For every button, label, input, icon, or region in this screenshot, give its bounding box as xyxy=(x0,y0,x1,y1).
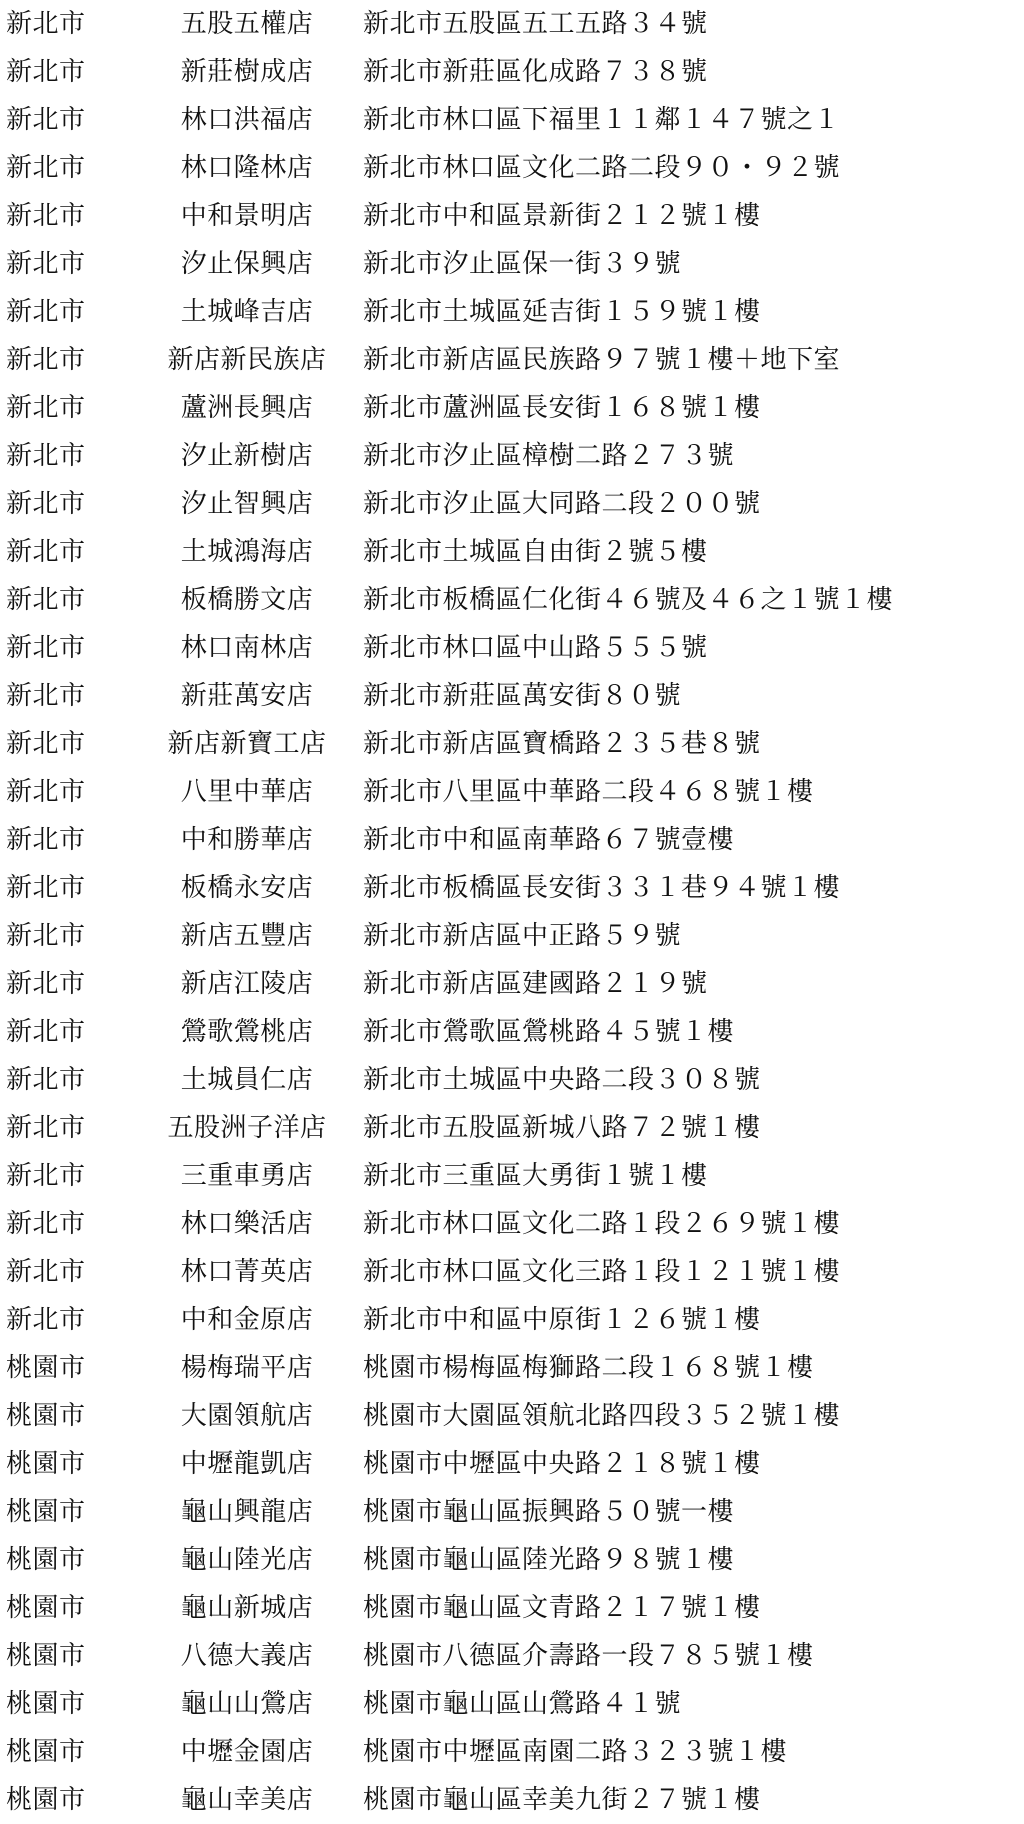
list-item xyxy=(0,1440,1024,1488)
address-cell: 新北市新店區寶橋路２３５巷８號 xyxy=(363,729,761,759)
city-cell: 新北市 xyxy=(6,441,86,471)
city-cell: 新北市 xyxy=(6,345,86,375)
store-name-cell: 五股五權店 xyxy=(180,9,314,39)
address-cell: 桃園市龜山區陸光路９８號１樓 xyxy=(363,1545,735,1575)
address-cell: 桃園市龜山區山鶯路４１號 xyxy=(363,1689,682,1719)
city-cell: 新北市 xyxy=(6,777,86,807)
city-cell: 新北市 xyxy=(6,9,86,39)
store-name-cell: 板橋勝文店 xyxy=(180,585,314,615)
store-name-cell: 楊梅瑞平店 xyxy=(180,1353,314,1383)
city-cell: 新北市 xyxy=(6,633,86,663)
list-item xyxy=(0,96,1024,144)
store-name-cell: 中和景明店 xyxy=(180,201,314,231)
city-cell: 桃園市 xyxy=(6,1785,86,1815)
store-name-cell: 林口隆林店 xyxy=(180,153,314,183)
list-item xyxy=(0,144,1024,192)
city-cell: 桃園市 xyxy=(6,1353,86,1383)
list-item xyxy=(0,960,1024,1008)
city-cell: 新北市 xyxy=(6,585,86,615)
city-cell: 新北市 xyxy=(6,921,86,951)
address-cell: 新北市板橋區仁化街４６號及４６之１號１樓 xyxy=(363,585,894,615)
list-item xyxy=(0,1248,1024,1296)
list-item xyxy=(0,816,1024,864)
address-cell: 新北市汐止區大同路二段２００號 xyxy=(363,489,761,519)
list-item xyxy=(0,1152,1024,1200)
store-name-cell: 中和勝華店 xyxy=(180,825,314,855)
address-cell: 新北市林口區文化三路１段１２１號１樓 xyxy=(363,1257,841,1287)
address-cell: 新北市蘆洲區長安街１６８號１樓 xyxy=(363,393,761,423)
city-cell: 桃園市 xyxy=(6,1449,86,1479)
address-cell: 新北市林口區文化二路二段９０・９２號 xyxy=(363,153,841,183)
city-cell: 新北市 xyxy=(6,729,86,759)
city-cell: 桃園市 xyxy=(6,1401,86,1431)
address-cell: 新北市汐止區保一街３９號 xyxy=(363,249,682,279)
store-name-cell: 林口洪福店 xyxy=(180,105,314,135)
list-item xyxy=(0,480,1024,528)
city-cell: 新北市 xyxy=(6,1305,86,1335)
store-name-cell: 龜山興龍店 xyxy=(180,1497,314,1527)
city-cell: 新北市 xyxy=(6,105,86,135)
list-item xyxy=(0,1632,1024,1680)
address-cell: 新北市五股區五工五路３４號 xyxy=(363,9,708,39)
store-name-cell: 林口菁英店 xyxy=(180,1257,314,1287)
address-cell: 桃園市楊梅區梅獅路二段１６８號１樓 xyxy=(363,1353,814,1383)
store-name-cell: 八德大義店 xyxy=(180,1641,314,1671)
city-cell: 新北市 xyxy=(6,1113,86,1143)
address-cell: 桃園市龜山區振興路５０號一樓 xyxy=(363,1497,735,1527)
city-cell: 桃園市 xyxy=(6,1593,86,1623)
store-name-cell: 大園領航店 xyxy=(180,1401,314,1431)
city-cell: 新北市 xyxy=(6,1065,86,1095)
city-cell: 新北市 xyxy=(6,153,86,183)
store-name-cell: 新莊萬安店 xyxy=(180,681,314,711)
store-name-cell: 汐止保興店 xyxy=(180,249,314,279)
list-item xyxy=(0,1392,1024,1440)
list-item xyxy=(0,1536,1024,1584)
list-item xyxy=(0,1488,1024,1536)
address-cell: 新北市新莊區萬安街８０號 xyxy=(363,681,682,711)
list-item xyxy=(0,528,1024,576)
city-cell: 新北市 xyxy=(6,537,86,567)
store-name-cell: 新莊樹成店 xyxy=(180,57,314,87)
store-name-cell: 龜山新城店 xyxy=(180,1593,314,1623)
list-item xyxy=(0,1296,1024,1344)
store-name-cell: 中壢金園店 xyxy=(180,1737,314,1767)
city-cell: 新北市 xyxy=(6,873,86,903)
address-cell: 桃園市龜山區幸美九街２７號１樓 xyxy=(363,1785,761,1815)
address-cell: 新北市八里區中華路二段４６８號１樓 xyxy=(363,777,814,807)
store-name-cell: 汐止智興店 xyxy=(180,489,314,519)
list-item xyxy=(0,336,1024,384)
city-cell: 新北市 xyxy=(6,969,86,999)
store-name-cell: 汐止新樹店 xyxy=(180,441,314,471)
store-name-cell: 龜山山鶯店 xyxy=(180,1689,314,1719)
store-name-cell: 蘆洲長興店 xyxy=(180,393,314,423)
list-item xyxy=(0,1056,1024,1104)
city-cell: 桃園市 xyxy=(6,1641,86,1671)
city-cell: 新北市 xyxy=(6,681,86,711)
city-cell: 桃園市 xyxy=(6,1497,86,1527)
list-item xyxy=(0,576,1024,624)
list-item xyxy=(0,1584,1024,1632)
store-name-cell: 新店新寶工店 xyxy=(167,729,327,759)
address-cell: 新北市三重區大勇街１號１樓 xyxy=(363,1161,708,1191)
address-cell: 新北市新莊區化成路７３８號 xyxy=(363,57,708,87)
store-name-cell: 五股洲子洋店 xyxy=(167,1113,327,1143)
list-item xyxy=(0,768,1024,816)
list-item xyxy=(0,240,1024,288)
address-cell: 新北市中和區中原街１２６號１樓 xyxy=(363,1305,761,1335)
address-cell: 新北市鶯歌區鶯桃路４５號１樓 xyxy=(363,1017,735,1047)
list-item xyxy=(0,1104,1024,1152)
list-item xyxy=(0,912,1024,960)
store-name-cell: 林口南林店 xyxy=(180,633,314,663)
city-cell: 桃園市 xyxy=(6,1689,86,1719)
store-name-cell: 土城員仁店 xyxy=(180,1065,314,1095)
store-name-cell: 龜山幸美店 xyxy=(180,1785,314,1815)
store-name-cell: 鶯歌鶯桃店 xyxy=(180,1017,314,1047)
address-cell: 新北市土城區中央路二段３０８號 xyxy=(363,1065,761,1095)
address-cell: 新北市林口區文化二路１段２６９號１樓 xyxy=(363,1209,841,1239)
store-name-cell: 新店五豐店 xyxy=(180,921,314,951)
list-item xyxy=(0,864,1024,912)
address-cell: 新北市新店區建國路２１９號 xyxy=(363,969,708,999)
address-cell: 新北市中和區景新街２１２號１樓 xyxy=(363,201,761,231)
store-name-cell: 新店新民族店 xyxy=(167,345,327,375)
address-cell: 新北市新店區民族路９７號１樓＋地下室 xyxy=(363,345,841,375)
address-cell: 新北市新店區中正路５９號 xyxy=(363,921,682,951)
store-name-cell: 土城鴻海店 xyxy=(180,537,314,567)
list-item xyxy=(0,1008,1024,1056)
store-name-cell: 八里中華店 xyxy=(180,777,314,807)
store-name-cell: 三重車勇店 xyxy=(180,1161,314,1191)
city-cell: 新北市 xyxy=(6,1161,86,1191)
address-cell: 桃園市中壢區中央路２１８號１樓 xyxy=(363,1449,761,1479)
list-item xyxy=(0,1344,1024,1392)
store-name-cell: 板橋永安店 xyxy=(180,873,314,903)
address-cell: 桃園市八德區介壽路一段７８５號１樓 xyxy=(363,1641,814,1671)
city-cell: 新北市 xyxy=(6,825,86,855)
store-name-cell: 中壢龍凱店 xyxy=(180,1449,314,1479)
city-cell: 新北市 xyxy=(6,201,86,231)
store-name-cell: 龜山陸光店 xyxy=(180,1545,314,1575)
list-item xyxy=(0,1776,1024,1824)
address-cell: 新北市土城區自由街２號５樓 xyxy=(363,537,708,567)
address-cell: 新北市土城區延吉街１５９號１樓 xyxy=(363,297,761,327)
list-item xyxy=(0,192,1024,240)
store-name-cell: 土城峰吉店 xyxy=(180,297,314,327)
address-cell: 新北市汐止區樟樹二路２７３號 xyxy=(363,441,735,471)
list-item xyxy=(0,1200,1024,1248)
list-item xyxy=(0,672,1024,720)
address-cell: 新北市板橋區長安街３３１巷９４號１樓 xyxy=(363,873,841,903)
city-cell: 新北市 xyxy=(6,1209,86,1239)
list-item xyxy=(0,624,1024,672)
store-name-cell: 新店江陵店 xyxy=(180,969,314,999)
address-cell: 新北市中和區南華路６７號壹樓 xyxy=(363,825,735,855)
list-item xyxy=(0,288,1024,336)
city-cell: 桃園市 xyxy=(6,1737,86,1767)
store-name-cell: 林口樂活店 xyxy=(180,1209,314,1239)
address-cell: 新北市林口區中山路５５５號 xyxy=(363,633,708,663)
address-cell: 桃園市大園區領航北路四段３５２號１樓 xyxy=(363,1401,841,1431)
address-cell: 新北市林口區下福里１１鄰１４７號之１ xyxy=(363,105,841,135)
list-item xyxy=(0,0,1024,48)
list-item xyxy=(0,720,1024,768)
list-item xyxy=(0,1728,1024,1776)
city-cell: 新北市 xyxy=(6,1017,86,1047)
city-cell: 新北市 xyxy=(6,297,86,327)
address-cell: 桃園市龜山區文青路２１７號１樓 xyxy=(363,1593,761,1623)
address-cell: 桃園市中壢區南園二路３２３號１樓 xyxy=(363,1737,788,1767)
city-cell: 新北市 xyxy=(6,57,86,87)
city-cell: 新北市 xyxy=(6,489,86,519)
list-item xyxy=(0,1680,1024,1728)
store-name-cell: 中和金原店 xyxy=(180,1305,314,1335)
city-cell: 新北市 xyxy=(6,249,86,279)
city-cell: 桃園市 xyxy=(6,1545,86,1575)
list-item xyxy=(0,48,1024,96)
city-cell: 新北市 xyxy=(6,1257,86,1287)
city-cell: 新北市 xyxy=(6,393,86,423)
list-item xyxy=(0,384,1024,432)
address-cell: 新北市五股區新城八路７２號１樓 xyxy=(363,1113,761,1143)
list-item xyxy=(0,432,1024,480)
